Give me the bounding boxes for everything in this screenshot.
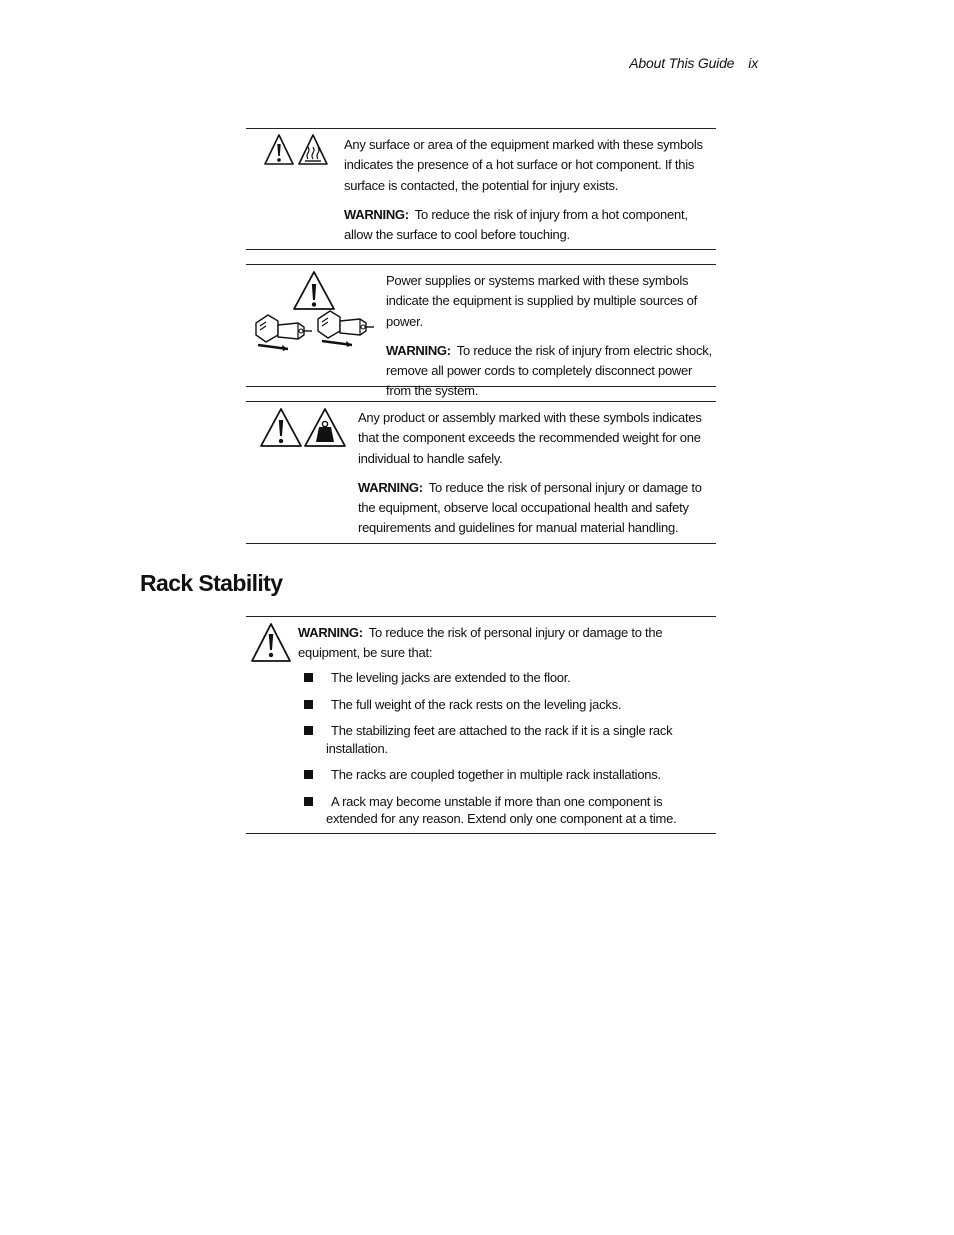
heavy-weight-text (358, 408, 714, 539)
square-bullet-icon (304, 770, 313, 779)
hot-surface-warning (344, 205, 714, 246)
warning-label: WARNING: (344, 206, 409, 222)
hot-surface-icons (264, 133, 330, 172)
warning-text: To reduce the risk of personal injury or damage to the equipment, observe local occupational health and safety requirements and guidelines for manual material handling. (358, 479, 702, 536)
heavy-weight-icons (259, 407, 349, 454)
multiple-power-warning (386, 341, 718, 402)
list-item (304, 766, 714, 784)
square-bullet-icon (304, 673, 313, 682)
rack-warning-intro (298, 623, 714, 663)
list-item (304, 696, 714, 714)
warning-triangle-icon (261, 409, 301, 446)
power-cord-unplug-icon (318, 311, 374, 347)
weight-icon (305, 409, 345, 446)
warning-label: WARNING: (386, 342, 451, 358)
warning-text: To reduce the risk of personal injury or damage to the equipment, be sure that: (298, 625, 663, 660)
heavy-weight-warning (358, 478, 714, 539)
hot-surface-text (344, 135, 714, 245)
warning-triangle-icon (252, 624, 290, 661)
heavy-weight-description: Any product or assembly marked with these symbols indicates that the component exceeds the recommended weight for one individual to handle safely. (358, 410, 702, 466)
running-head-title: About This Guide (629, 55, 735, 71)
warning-label: WARNING: (358, 479, 423, 495)
rack-warning-icons (250, 621, 294, 670)
hot-surface-icon (299, 135, 327, 164)
list-item (304, 669, 714, 687)
multiple-power-description: Power supplies or systems marked with these symbols indicate the equipment is supplied by multiple sources of power. (386, 273, 697, 329)
list-item-text: The full weight of the rack rests on the leveling jacks. (331, 696, 622, 712)
list-item-text: The stabilizing feet are attached to the rack if it is a single rack installation. (326, 723, 673, 756)
warning-triangle-icon (294, 272, 334, 309)
square-bullet-icon (304, 726, 313, 735)
square-bullet-icon (304, 797, 313, 806)
list-item-text: The racks are coupled together in multiple rack installations. (331, 767, 661, 782)
warning-text: To reduce the risk of injury from a hot component, allow the surface to cool before touching. (344, 206, 688, 243)
section-heading-rack-stability: Rack Stability (140, 570, 283, 596)
hot-surface-notice (246, 128, 716, 250)
warning-text: To reduce the risk of injury from electric shock, remove all power cords to completely disconnect power from the system. (386, 342, 712, 399)
list-item (304, 722, 714, 757)
square-bullet-icon (304, 700, 313, 709)
warning-label: WARNING: (298, 625, 363, 640)
hot-surface-description: Any surface or area of the equipment marked with these symbols indicates the presence of a hot surface or hot component. If this surface is contacted, the potential for injury exists. (344, 137, 703, 193)
power-cord-unplug-icon (256, 315, 312, 351)
list-item-text: The leveling jacks are extended to the floor. (331, 670, 571, 685)
page-number: ix (748, 55, 758, 71)
list-item-text: A rack may become unstable if more than one component is extended for any reason. Extend only one component at a time. (326, 793, 677, 826)
multiple-power-notice (246, 264, 716, 399)
multiple-power-text (386, 271, 718, 402)
list-item (304, 793, 714, 828)
multiple-power-icons (252, 269, 382, 360)
heavy-weight-notice (246, 401, 716, 544)
rack-stability-warning (246, 616, 716, 834)
warning-triangle-icon (265, 135, 293, 164)
rack-stability-list (304, 669, 714, 837)
running-head (629, 55, 758, 71)
